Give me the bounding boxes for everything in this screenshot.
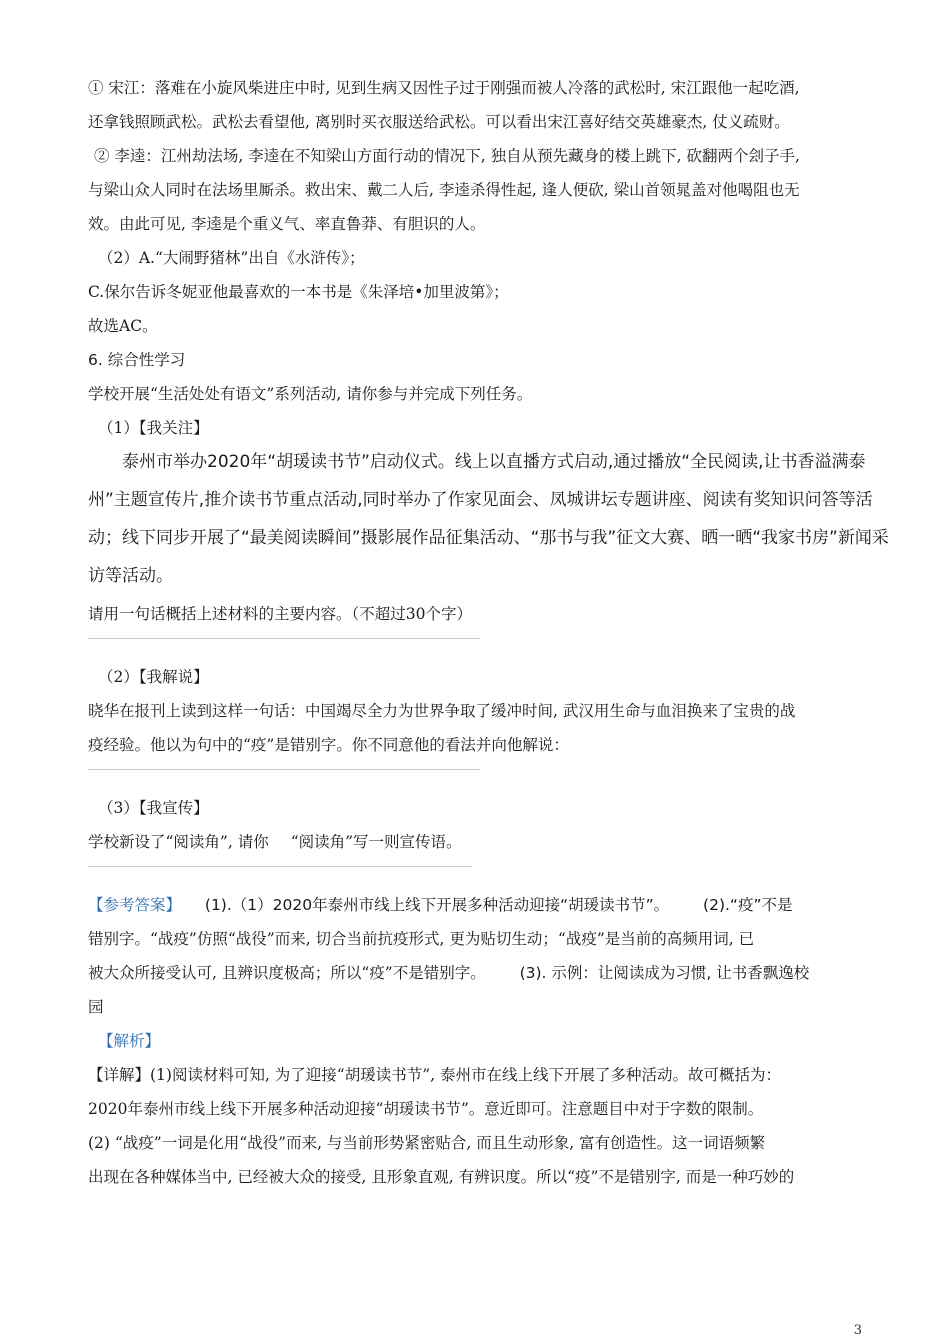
answer-line: [88, 961, 866, 995]
analysis-line: 2020年泰州市线上线下开展多种活动迎接“胡瑗读书节”。意近即可。注意题目中对于字数的限制。: [88, 1100, 764, 1118]
text-line: C.保尔告诉冬妮亚他最喜欢的一本书是《朱泽培•加里波第》；: [88, 283, 509, 301]
material-line: 泰州市举办2020年“胡瑗读书节”启动仪式。线上以直播方式启动,通过播放“全民阅读,让书香溢满泰: [122, 452, 866, 472]
sub-question-text: 疫经验。他以为句中的“疫”是错别字。你不同意他的看法并向他解说：: [88, 736, 569, 754]
text-line: 还拿钱照顾武松。武松去看望他, 离别时买衣服送给武松。可以看出宋江喜好结交英雄豪杰, 仗义疏财。: [88, 113, 790, 131]
answer-tag: 【参考答案】: [88, 896, 182, 914]
answer-blank-line[interactable]: [88, 769, 480, 770]
question-intro: 学校开展“生活处处有语文”系列活动, 请你参与并完成下列任务。: [88, 385, 533, 403]
question-title: 6. 综合性学习: [88, 351, 186, 369]
sub-question-text: 晓华在报刊上读到这样一句话：中国竭尽全力为世界争取了缓冲时间, 武汉用生命与血泪换来了宝贵的战: [88, 702, 796, 720]
sub-question-label: （2）【我解说】: [98, 668, 209, 686]
page-number: 3: [853, 1323, 862, 1338]
material-line: 访等活动。: [88, 566, 173, 586]
answer-line: 园: [88, 998, 104, 1016]
analysis-tag: 【解析】: [98, 1032, 161, 1050]
answer-text: (1).（1）2020年泰州市线上线下开展多种活动迎接“胡瑗读书节”。: [204, 896, 670, 914]
answer-blank-line[interactable]: [88, 638, 480, 639]
text-line: ② 李逵：江州劫法场, 李逵在不知梁山方面行动的情况下, 独自从预先藏身的楼上跳下, 砍翻两个刽子手,: [94, 147, 800, 165]
sub-question-label: （1）【我关注】: [98, 419, 209, 437]
answer-line: [88, 893, 866, 927]
sub-question-text-part: “阅读角”写一则宣传语。: [290, 833, 462, 851]
text-line: 故选AC。: [88, 317, 158, 335]
answer-line: 错别字。“战疫”仿照“战役”而来, 切合当前抗疫形式, 更为贴切生动；“战疫”是当前的高频用词, 已: [88, 930, 755, 948]
answer-text: (3). 示例：让阅读成为习惯, 让书香飘逸校: [519, 964, 810, 982]
sub-question-task: 请用一句话概括上述材料的主要内容。（不超过30个字）: [88, 605, 472, 623]
sub-question-text: [88, 830, 866, 864]
sub-question-label: （3）【我宣传】: [98, 799, 209, 817]
text-line: （2）A.“大闹野猪林”出自《水浒传》；: [98, 249, 365, 267]
text-line: ① 宋江：落难在小旋风柴进庄中时, 见到生病又因性子过于刚强而被人冷落的武松时, 宋江跟他一起吃酒,: [88, 79, 800, 97]
text-line: 与梁山众人同时在法场里厮杀。救出宋、戴二人后, 李逵杀得性起, 逢人便砍, 梁山首领晁盖对他喝阻也无: [88, 181, 800, 199]
analysis-line: 【详解】(1)阅读材料可知, 为了迎接“胡瑗读书节”, 泰州市在线上线下开展了多种活动。故可概括为：: [88, 1066, 782, 1084]
answer-blank-line[interactable]: [88, 866, 472, 867]
text-line: 效。由此可见, 李逵是个重义气、率直鲁莽、有胆识的人。: [88, 215, 486, 233]
document-page: [88, 76, 889, 1199]
answer-text: (2).“疫”不是: [703, 896, 793, 914]
answer-text: 被大众所接受认可, 且辨识度极高；所以“疫”不是错别字。: [88, 964, 486, 982]
material-line: 动；线下同步开展了“最美阅读瞬间”摄影展作品征集活动、“那书与我”征文大赛、晒一晒“我家书房”新闻采: [88, 528, 889, 548]
analysis-line: (2) “战疫”一词是化用“战役”而来, 与当前形势紧密贴合, 而且生动形象, 富有创造性。这一词语频繁: [88, 1134, 766, 1152]
material-line: 州”主题宣传片,推介读书节重点活动,同时举办了作家见面会、凤城讲坛专题讲座、阅读有奖知识问答等活: [88, 490, 873, 510]
analysis-line: 出现在各种媒体当中, 已经被大众的接受, 且形象直观, 有辨识度。所以“疫”不是错别字, 而是一种巧妙的: [88, 1168, 795, 1186]
sub-question-text-part: 学校新设了“阅读角”, 请你: [88, 833, 269, 851]
